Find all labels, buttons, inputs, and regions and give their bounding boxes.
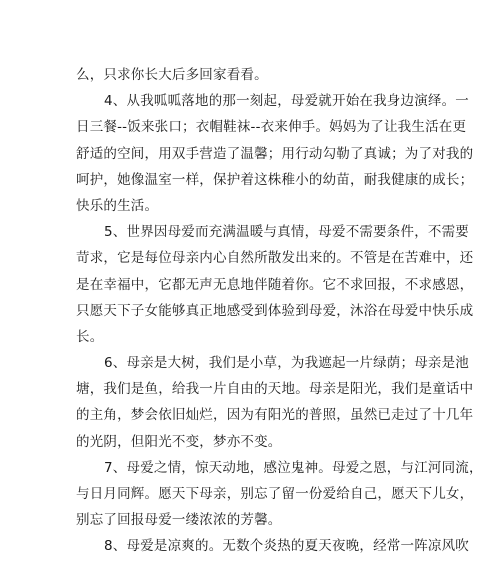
text-line: 5、世界因母爱而充满温暖与真情，母爱不需要条件，不需要 (104, 224, 469, 241)
text-line: 舒适的空间，用双手营造了温馨；用行动勾勒了真诚；为了对我的 (76, 145, 474, 162)
document-body (76, 62, 483, 560)
text-line: 么，只求你长大后多回家看看。 (76, 67, 268, 83)
text-line: 别忘了回报母爱一缕浓浓的芳馨。 (76, 512, 282, 529)
text-line: 4、从我呱呱落地的那一刻起，母爱就开始在我身边演绎。一 (104, 93, 469, 110)
text-line: 是在幸福中，它都无声无息地伴随着你。它不求回报，不求感恩， (76, 276, 474, 293)
text-line: 快乐的生活。 (76, 197, 159, 214)
text-line: 塘，我们是鱼，给我一片自由的天地。母亲是阳光，我们是童话中 (76, 381, 474, 398)
text-line: 8、母爱是凉爽的。无数个炎热的夏天夜晚，经常一阵凉风吹 (104, 538, 469, 555)
text-line: 6、母亲是大树，我们是小草，为我遮起一片绿荫；母亲是池 (104, 355, 469, 372)
text-line: 只愿天下子女能够真正地感受到体验到母爱，沐浴在母爱中快乐成 (76, 302, 474, 319)
text-line: 苛求，它是每位母亲内心自然所散发出来的。不管是在苦难中，还 (76, 250, 474, 267)
text-line: 的主角，梦会依旧灿烂，因为有阳光的普照，虽然已走过了十几年 (76, 407, 474, 424)
text-line: 长。 (76, 328, 104, 345)
text-line: 的光阴，但阳光不变，梦亦不变。 (76, 433, 282, 450)
text-line: 与日月同辉。愿天下母亲，别忘了留一份爱给自己，愿天下儿女， (76, 486, 474, 502)
text-line: 日三餐--饭来张口；衣帽鞋袜--衣来伸手。妈妈为了让我生活在更 (76, 119, 467, 136)
text-line: 呵护，她像温室一样，保护着这株稚小的幼苗，耐我健康的成长； (76, 171, 474, 188)
text-line: 7、母爱之情，惊天动地，感泣鬼神。母爱之恩，与江河同流， (104, 459, 483, 476)
